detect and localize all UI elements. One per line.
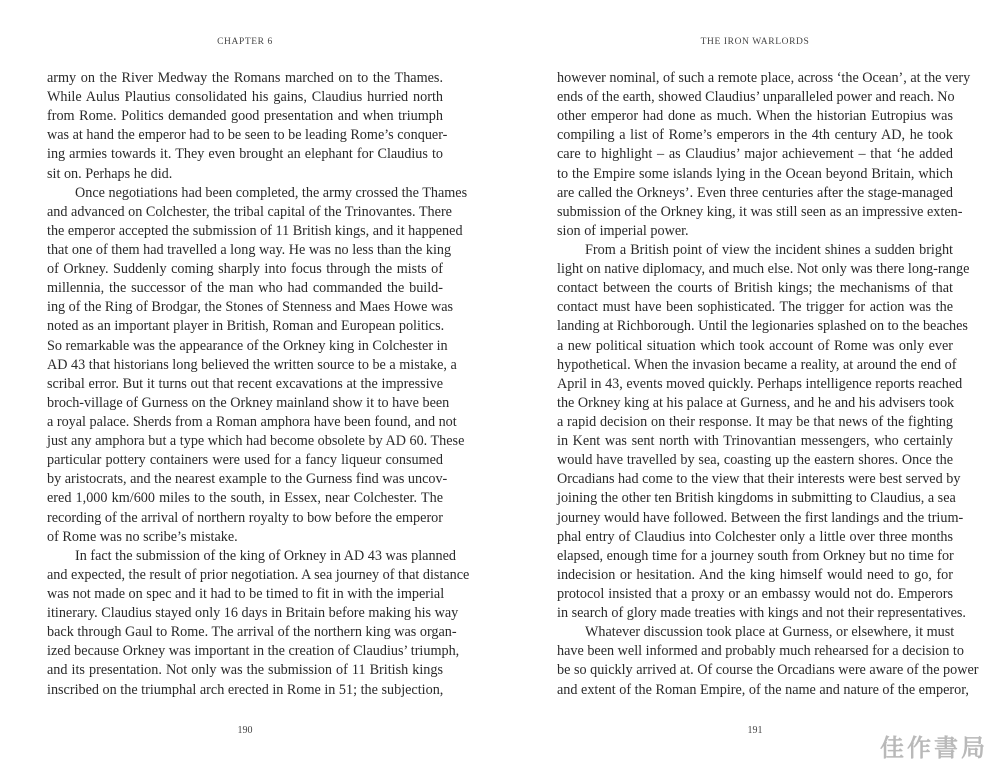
text-line: particular pottery containers were used for a fancy liqueur consumed [47, 452, 443, 469]
text-line: scribal error. But it turns out that recent excavations at the impressive [47, 375, 443, 392]
text-line: millennia, the successor of the man who had commanded the build- [47, 280, 443, 297]
text-line: back through Gaul to Rome. The arrival of the northern king was organ- [47, 624, 457, 641]
text-line: elapsed, enough time for a journey south from Orkney but no time for [557, 547, 954, 564]
text-line: the emperor accepted the submission of 11 British kings, and it happened [47, 222, 463, 239]
watermark-logo: 佳作書局 [880, 734, 988, 762]
text-line: AD 43 that historians long believed the written source to be a mistake, a [47, 356, 457, 373]
text-line: to the Empire some islands lying in the Ocean beyond Britain, which [557, 165, 953, 182]
page-number-right: 191 [747, 725, 763, 736]
text-line: ing of the Ring of Brodgar, the Stones of Stenness and Maes Howe was [47, 299, 454, 316]
text-line: submission of the Orkney king, it was still seen as an impressive exten- [557, 203, 963, 220]
text-line: care to highlight – as Claudius’ major achievement – that ‘he added [557, 146, 953, 163]
text-line: ered 1,000 km/600 miles to the south, in Essex, near Colchester. The [47, 490, 443, 507]
text-line: and its presentation. Not only was the submission of 11 British kings [47, 662, 443, 679]
text-line: was not made on spec and it had to be timed to fit in with the imperial [47, 585, 445, 602]
text-line: From a British point of view the incident shines a sudden bright [585, 241, 953, 258]
text-line: Orcadians had come to the view that their interests were best served by [557, 471, 961, 488]
text-line: So remarkable was the appearance of the Orkney king in Colchester in [47, 337, 448, 354]
text-line: in Kent was sent north with Trinovantian messengers, who certainly [557, 433, 953, 450]
text-line: In fact the submission of the king of Orkney in AD 43 was planned [75, 547, 457, 564]
text-line: would have travelled by sea, coasting up the eastern shores. Once the [557, 452, 953, 469]
text-line: was at hand the emperor had to be seen to be leading Rome’s conquer- [47, 127, 448, 144]
text-line: compiling a list of Rome’s emperors in the 4th century AD, he took [557, 127, 953, 144]
text-line: have been well informed and probably much rehearsed for a decision to [557, 643, 964, 660]
text-line: light on native diplomacy, and much else. Not only was there long-range [557, 261, 970, 278]
text-line: however nominal, of such a remote place, across ‘the Ocean’, at the very [557, 70, 971, 86]
text-line: noted as an important player in British, Roman and European politics. [47, 318, 445, 335]
running-head-right: THE IRON WARLORDS [700, 37, 810, 47]
text-line: landing at Richborough. Until the legionaries splashed on to the beaches [557, 318, 968, 335]
text-line: of Orkney. Suddenly coming sharply into focus through the mists of [47, 261, 443, 278]
text-line: ized because Orkney was important in the creation of Claudius’ triumph, [47, 643, 460, 660]
text-line: other emperor had done as much. When the historian Eutropius was [557, 108, 953, 125]
text-line: sion of imperial power. [557, 222, 689, 239]
page-number-left: 190 [237, 725, 253, 736]
text-line: recording of the arrival of northern royalty to bow before the emperor [47, 509, 443, 526]
text-line: in search of glory made treaties with kings and not their representatives. [557, 605, 966, 622]
text-line: a rapid decision on their response. It may be that news of the fighting [557, 413, 953, 430]
text-line: by aristocrats, and the nearest example to the Gurness find was uncov- [47, 471, 448, 488]
text-line: April in 43, events moved quickly. Perhaps intelligence reports reached [557, 375, 963, 392]
text-line: contact must have been sophisticated. The trigger for action was the [557, 299, 953, 316]
text-line: are called the Orkneys’. Even three centuries after the stage-managed [557, 184, 953, 201]
text-line: from Rome. Politics demanded good presentation and when triumph [47, 108, 443, 125]
text-line: inscribed on the triumphal arch erected in Rome in 51; the subjection, [47, 681, 444, 698]
text-line: Whatever discussion took place at Gurness, or elsewhere, it must [585, 624, 955, 641]
text-line: indecision or hesitation. And the king himself would need to go, for [557, 566, 953, 583]
text-line: of Rome was no scribe’s mistake. [47, 528, 238, 545]
text-line: Once negotiations had been completed, the army crossed the Thames [75, 184, 468, 201]
text-line: ing armies towards it. They even brought an elephant for Claudius to [47, 146, 443, 163]
right-page-body [557, 69, 979, 700]
text-line: journey would have followed. Between the first landings and the trium- [557, 509, 964, 526]
text-line: army on the River Medway the Romans marched on to the Thames. [47, 70, 443, 86]
text-line: and advanced on Colchester, the tribal capital of the Trinovantes. There [47, 203, 452, 220]
text-line: contact between the courts of British kings; the mechanisms of that [557, 280, 953, 297]
text-line: joining the other ten British kingdoms in submitting to Claudius, a sea [557, 490, 956, 507]
text-line: sit on. Perhaps he did. [47, 165, 173, 182]
text-line: be so quickly arrived at. Of course the Orcadians were aware of the power [557, 662, 979, 679]
text-line: just any amphora but a type which had become obsolete by AD 60. These [47, 433, 465, 450]
text-line: protocol insisted that a proxy or an embassy would not do. Emperors [557, 585, 953, 602]
left-page-body [47, 69, 470, 700]
text-line: the Orkney king at his palace at Gurness, and he and his advisers took [557, 394, 955, 411]
text-line: phal entry of Claudius into Colchester only a little over three months [557, 528, 953, 545]
text-line: that one of them had travelled a long way. He was no less than the king [47, 241, 452, 258]
text-line: a new political situation which took account of Rome was only ever [557, 337, 953, 354]
running-head-left: CHAPTER 6 [217, 37, 273, 47]
text-line: itinerary. Claudius stayed only 16 days in Britain before making his way [47, 605, 459, 622]
text-line: ends of the earth, showed Claudius’ unparalleled power and reach. No [557, 89, 955, 106]
text-line: broch-village of Gurness on the Orkney mainland show it to have been [47, 394, 450, 411]
text-line: and expected, the result of prior negotiation. A sea journey of that distance [47, 566, 470, 583]
text-line: and extent of the Roman Empire, of the name and nature of the emperor, [557, 681, 969, 698]
text-line: While Aulus Plautius consolidated his gains, Claudius hurried north [47, 89, 443, 106]
text-line: hypothetical. When the invasion became a reality, at around the end of [557, 356, 957, 373]
text-line: a royal palace. Sherds from a Roman amphora have been found, and not [47, 413, 457, 430]
